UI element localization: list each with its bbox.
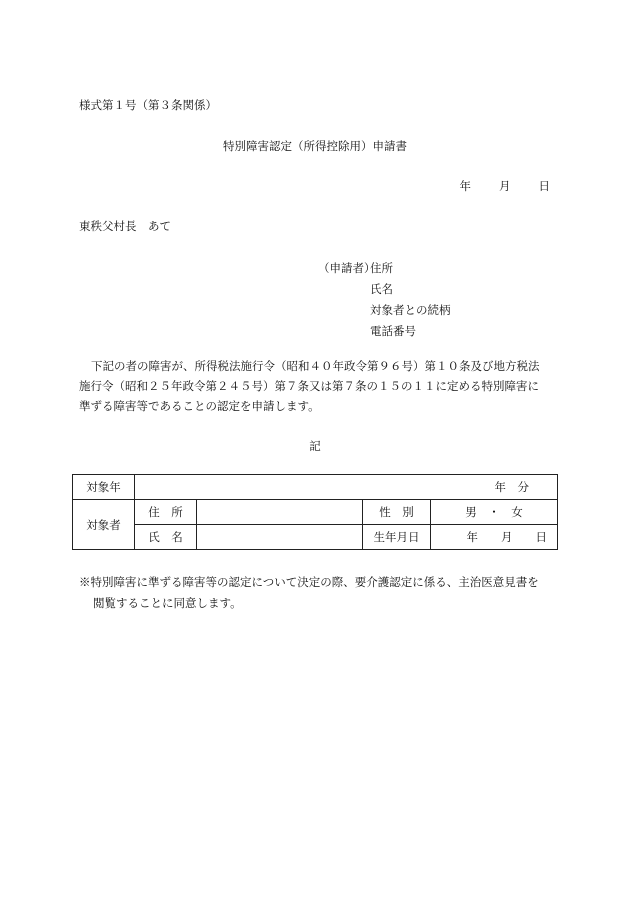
applicant-prefix: （申請者） [318,261,376,275]
date-line [460,178,551,194]
applicant-block [318,258,451,342]
body-text [79,356,559,416]
body-line: 準ずる障害等であることの認定を申請します。 [79,399,320,413]
sex-label: 性 別 [363,500,431,525]
table-row [73,525,558,550]
note-line: ※特別障害に準ずる障害等の認定について決定の際、要介護認定に係る、主治医意見書を [79,575,539,589]
ki-heading: 記 [309,439,321,453]
name-value [197,525,363,550]
applicant-relationship-label: 対象者との続柄 [370,303,451,317]
target-year-label: 対象年 [73,475,135,500]
address-label: 住 所 [135,500,197,525]
table-row [73,500,558,525]
body-line: 施行令（昭和２５年政令第２４５号）第７条又は第７条の１５の１１に定める特別障害に [79,379,539,393]
applicant-address-label: 住所 [370,261,393,275]
consent-note [79,572,559,614]
form-number: 様式第１号（第３条関係） [79,98,217,112]
target-person-label: 対象者 [73,500,135,550]
note-line: 閲覧することに同意します。 [93,596,242,610]
document-title: 特別障害認定（所得控除用）申請書 [223,139,407,153]
applicant-name-label: 氏名 [370,282,393,296]
birthdate-value: 年 月 日 [431,525,558,550]
table-row [73,475,558,500]
date-month-label: 月 [499,179,511,193]
info-table [72,474,558,550]
address-value [197,500,363,525]
birthdate-label: 生年月日 [363,525,431,550]
name-label: 氏 名 [135,525,197,550]
body-line: 下記の者の障害が、所得税法施行令（昭和４０年政令第９６号）第１０条及び地方税法 [91,359,540,373]
date-day-label: 日 [538,179,550,193]
date-year-label: 年 [459,179,471,193]
applicant-phone-label: 電話番号 [370,324,416,338]
sex-value: 男 ・ 女 [431,500,558,525]
target-year-value: 年 分 [135,475,558,500]
addressee: 東秩父村長 あて [79,219,171,233]
